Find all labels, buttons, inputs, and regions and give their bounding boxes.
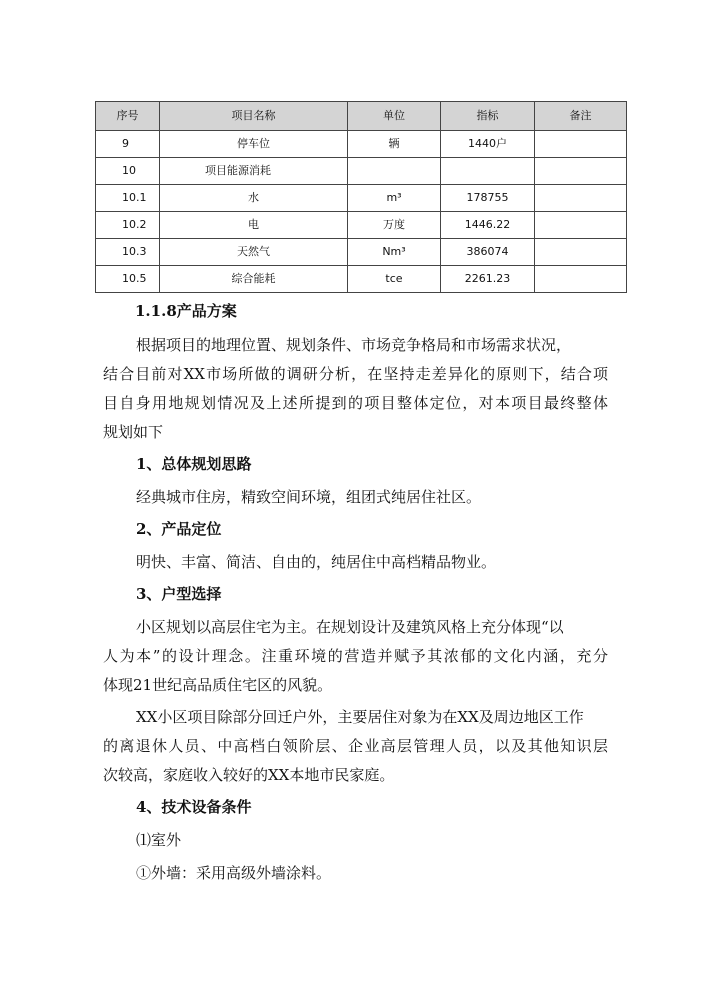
cell-no: 10.3 (96, 239, 160, 266)
cell-note (535, 212, 627, 239)
cell-name: 项目能源消耗 (160, 158, 348, 185)
cell-unit (348, 158, 441, 185)
cell-value: 1440户 (441, 131, 535, 158)
cell-note (535, 131, 627, 158)
heading-overall-planning: 1、总体规划思路 (136, 455, 252, 473)
cell-name: 电 (160, 212, 348, 239)
cell-unit: 辆 (348, 131, 441, 158)
cell-value: 178755 (441, 185, 535, 212)
cell-unit: m³ (348, 185, 441, 212)
unit-selection-line: 人为本”的设计理念。注重环境的营造并赋予其浓郁的文化内涵，充分 (103, 647, 608, 665)
cell-no: 10.1 (96, 185, 160, 212)
cell-note (535, 239, 627, 266)
paragraph-overall-planning: 经典城市住房，精致空间环境，组团式纯居住社区。 (136, 488, 482, 506)
cell-value (441, 158, 535, 185)
cell-no: 10.2 (96, 212, 160, 239)
cell-unit: Nm³ (348, 239, 441, 266)
residents-line: XX小区项目除部分回迁户外，主要居住对象为在XX及周边地区工作 (136, 708, 584, 726)
cell-name: 停车位 (160, 131, 348, 158)
heading-unit-selection: 3、户型选择 (136, 585, 222, 603)
cell-no: 9 (96, 131, 160, 158)
table-row (96, 266, 627, 293)
table-row (96, 131, 627, 158)
cell-value: 2261.23 (441, 266, 535, 293)
header-no: 序号 (96, 102, 160, 131)
table-row (96, 158, 627, 185)
header-value: 指标 (441, 102, 535, 131)
cell-value: 1446.22 (441, 212, 535, 239)
intro-line: 目自身用地规划情况及上述所提到的项目整体定位，对本项目最终整体 (103, 394, 608, 412)
indicator-table (95, 101, 627, 293)
residents-line: 次较高，家庭收入较好的XX本地市民家庭。 (103, 766, 395, 784)
paragraph-outdoor: ⑴室外 (136, 831, 182, 849)
header-unit: 单位 (348, 102, 441, 131)
residents-line: 的离退休人员、中高档白领阶层、企业高层管理人员，以及其他知识层 (103, 737, 608, 755)
heading-product-positioning: 2、产品定位 (136, 520, 222, 538)
unit-selection-line: 小区规划以高层住宅为主。在规划设计及建筑风格上充分体现“以 (136, 618, 564, 636)
section-title: 1.1.8产品方案 (135, 302, 237, 320)
cell-unit: 万度 (348, 212, 441, 239)
table-row (96, 239, 627, 266)
cell-name: 天然气 (160, 239, 348, 266)
header-note: 备注 (535, 102, 627, 131)
cell-unit: tce (348, 266, 441, 293)
cell-no: 10 (96, 158, 160, 185)
intro-line: 根据项目的地理位置、规划条件、市场竞争格局和市场需求状况， (136, 336, 572, 354)
cell-note (535, 266, 627, 293)
cell-note (535, 158, 627, 185)
intro-line: 规划如下 (103, 423, 164, 441)
unit-selection-line: 体现21世纪高品质住宅区的风貌。 (103, 676, 333, 694)
cell-value: 386074 (441, 239, 535, 266)
cell-name: 水 (160, 185, 348, 212)
table-row (96, 185, 627, 212)
table-header-row (96, 102, 627, 131)
table-row (96, 212, 627, 239)
cell-name: 综合能耗 (160, 266, 348, 293)
header-name: 项目名称 (160, 102, 348, 131)
heading-technical-equipment: 4、技术设备条件 (136, 798, 252, 816)
intro-line: 结合目前对XX市场所做的调研分析，在坚持走差异化的原则下，结合项 (103, 365, 608, 383)
paragraph-product-positioning: 明快、丰富、简洁、自由的，纯居住中高档精品物业。 (136, 553, 497, 571)
paragraph-exterior-wall: ①外墙：采用高级外墙涂料。 (136, 864, 332, 882)
cell-no: 10.5 (96, 266, 160, 293)
cell-note (535, 185, 627, 212)
